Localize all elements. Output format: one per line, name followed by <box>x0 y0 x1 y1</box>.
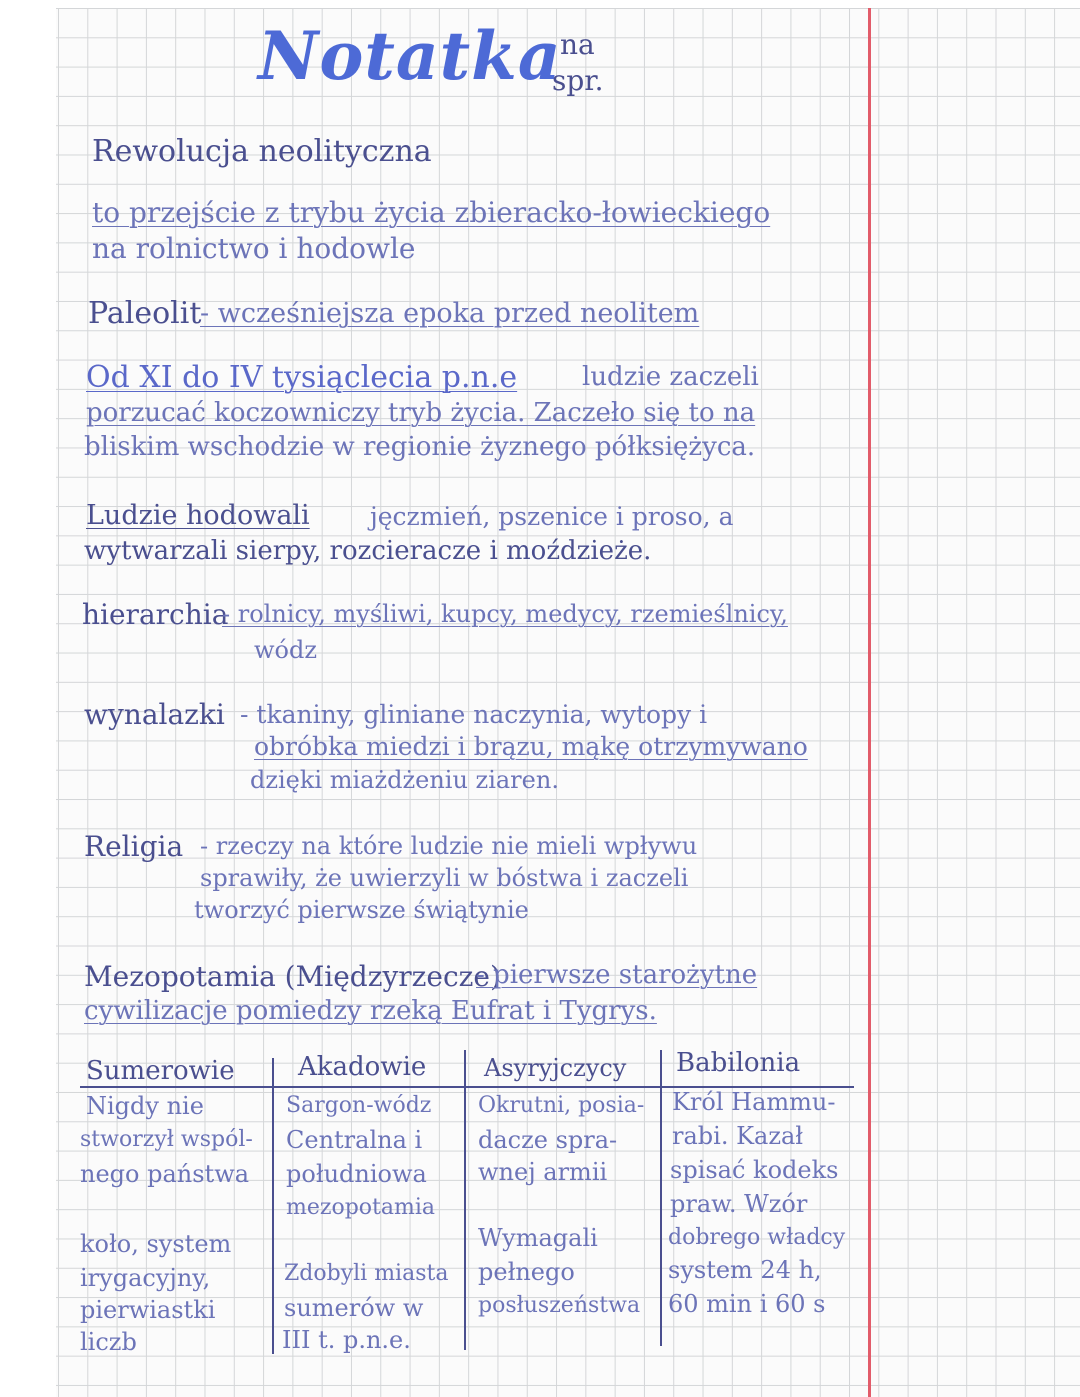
term-wynalazki: wynalazki <box>84 698 225 731</box>
term-religia: Religia <box>84 830 184 863</box>
text-religia-line-1: - rzeczy na które ludzie nie mieli wpływu <box>200 832 698 860</box>
text-religia-line-3: tworzyć pierwsze świątynie <box>194 896 529 924</box>
text-od-line-2: porzucać koczowniczy tryb życia. Zaczeło się to na <box>86 398 756 428</box>
table-cell-sumerowie: irygacyjny, <box>80 1264 211 1292</box>
table-cell-babilonia: praw. Wzór <box>670 1190 808 1218</box>
text-hierarchia-line-1: - rolnicy, myśliwi, kupcy, medycy, rzemieślnicy, <box>222 600 788 628</box>
text-mezopotamia-line-1b: - pierwsze starożytne <box>476 960 758 990</box>
text-wynalazki-line-2: obróbka miedzi i brązu, mąkę otrzymywano <box>254 732 808 761</box>
table-cell-babilonia: spisać kodeks <box>670 1156 839 1184</box>
table-cell-sumerowie: nego państwa <box>80 1160 250 1188</box>
table-cell-akadowie: Centralna i <box>286 1126 423 1154</box>
term-hierarchia: hierarchia <box>82 598 229 631</box>
text-od-line-1b: ludzie zaczeli <box>582 362 759 392</box>
table-cell-akadowie: południowa <box>286 1160 427 1188</box>
text-ludzie-line-1b: jęczmień, pszenice i proso, a <box>370 502 734 531</box>
table-cell-asyryjczycy: pełnego <box>478 1258 575 1286</box>
table-cell-babilonia: 60 min i 60 s <box>668 1290 826 1318</box>
text-wynalazki-line-3: dzięki miażdżeniu ziaren. <box>250 766 559 794</box>
table-cell-akadowie: III t. p.n.e. <box>282 1326 411 1354</box>
text-mezopotamia-line-1a: Mezopotamia (Międzyrzecze) <box>84 960 501 993</box>
table-column-divider <box>464 1050 466 1350</box>
definition-paleolit: - wcześniejsza epoka przed neolitem <box>200 298 700 329</box>
table-cell-akadowie: mezopotamia <box>286 1195 436 1220</box>
table-header-asyryjczycy: Asyryjczycy <box>484 1054 627 1082</box>
table-cell-sumerowie: pierwiastki <box>80 1296 216 1324</box>
table-column-divider <box>272 1058 274 1354</box>
term-paleolit: Paleolit <box>88 296 202 331</box>
table-cell-akadowie: sumerów w <box>284 1294 424 1322</box>
text-od-line-1a: Od XI do IV tysiąclecia p.n.e <box>86 360 518 395</box>
table-cell-sumerowie: Nigdy nie <box>86 1092 204 1120</box>
table-header-akadowie: Akadowie <box>298 1052 427 1082</box>
table-cell-babilonia: rabi. Kazał <box>672 1122 804 1150</box>
text-ludzie-line-1a: Ludzie hodowali <box>86 500 310 531</box>
table-cell-asyryjczycy: Wymagali <box>478 1224 598 1252</box>
text-od-line-3: bliskim wschodzie w regionie żyznego półksiężyca. <box>84 432 756 462</box>
table-cell-babilonia: dobrego władcy <box>668 1225 846 1250</box>
table-cell-sumerowie: stworzył wspól- <box>80 1127 253 1152</box>
text-hierarchia-line-2: wódz <box>254 636 317 664</box>
table-cell-babilonia: system 24 h, <box>668 1256 822 1284</box>
table-header-sumerowie: Sumerowie <box>86 1056 235 1086</box>
text-mezopotamia-line-2: cywilizacje pomiedzy rzeką Eufrat i Tygrys. <box>84 996 657 1026</box>
table-cell-sumerowie: liczb <box>80 1328 137 1356</box>
table-cell-asyryjczycy: Okrutni, posia- <box>478 1093 645 1118</box>
page-left-edge <box>0 0 56 1397</box>
table-cell-asyryjczycy: posłuszeństwa <box>478 1293 641 1318</box>
section-heading-rewolucja: Rewolucja neolityczna <box>92 134 432 169</box>
definition-line-1: to przejście z trybu życia zbieracko-łowieckiego <box>92 196 771 229</box>
text-religia-line-2: sprawiły, że uwierzyli w bóstwa i zaczeli <box>200 864 689 892</box>
table-cell-akadowie: Sargon-wódz <box>286 1093 432 1118</box>
text-wynalazki-line-1: - tkaniny, gliniane naczynia, wytopy i <box>240 700 708 729</box>
table-cell-akadowie: Zdobyli miasta <box>284 1261 449 1286</box>
page-top-edge <box>0 0 1080 8</box>
red-margin-line <box>868 8 871 1397</box>
definition-line-2: na rolnictwo i hodowle <box>92 232 416 265</box>
table-cell-sumerowie: koło, system <box>80 1230 232 1258</box>
table-cell-asyryjczycy: dacze spra- <box>478 1126 618 1154</box>
table-header-babilonia: Babilonia <box>676 1048 801 1078</box>
page-title: Notatka <box>258 17 562 95</box>
text-ludzie-line-2: wytwarzali sierpy, rozcieracze i moździeże. <box>84 536 652 566</box>
table-column-divider <box>660 1050 662 1346</box>
table-cell-babilonia: Król Hammu- <box>672 1088 836 1116</box>
title-note-spr: spr. <box>552 64 604 97</box>
table-cell-asyryjczycy: wnej armii <box>478 1158 608 1186</box>
title-note-na: na <box>560 28 595 61</box>
